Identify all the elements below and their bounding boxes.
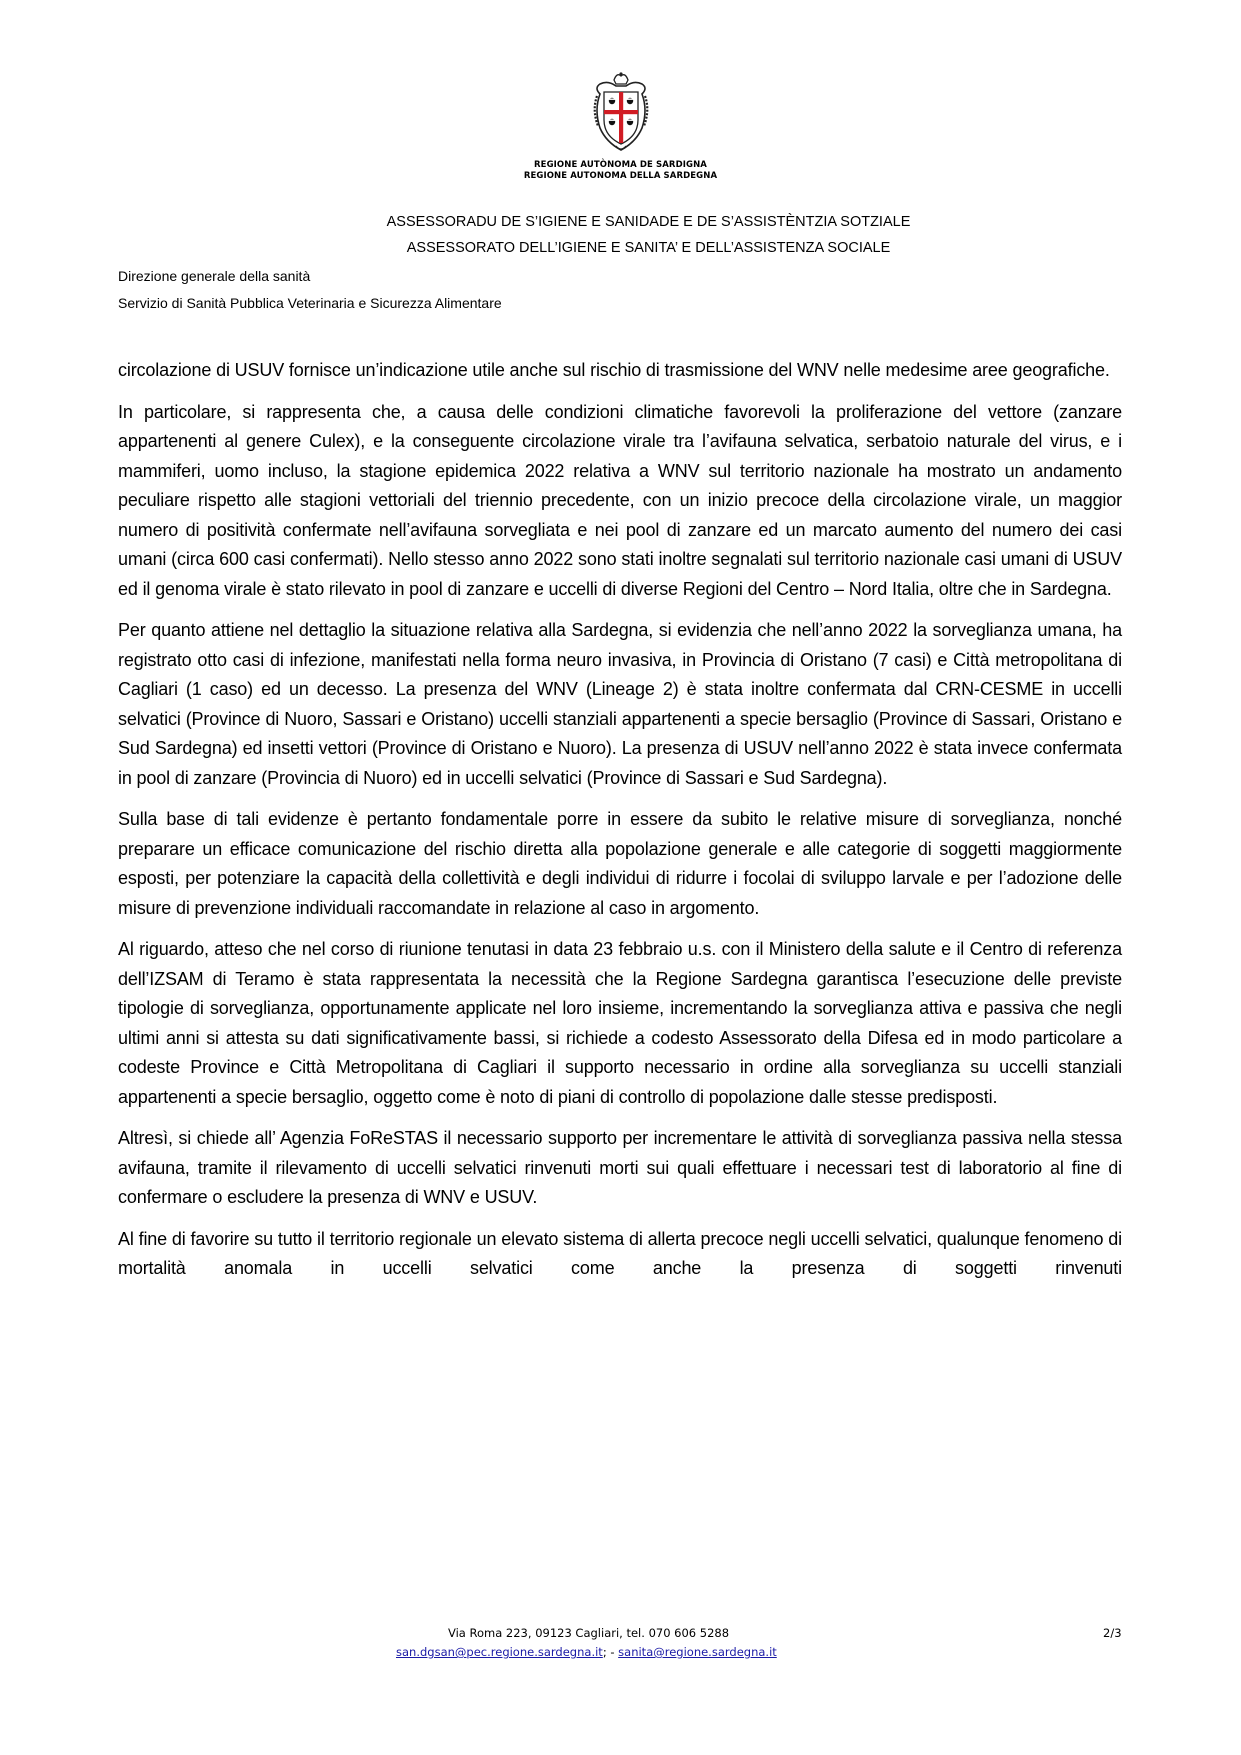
footer-address: Via Roma 223, 09123 Cagliari, tel. 070 606 5288	[448, 1626, 730, 1640]
logo-container	[0, 70, 1241, 159]
page-number: 2/3	[1103, 1626, 1122, 1640]
paragraph: In particolare, si rappresenta che, a causa delle condizioni climatiche favorevoli la proliferazione del vettore (zanzare appartenenti al genere Culex), e la conseguente circolazione virale tra l’avifauna selvatica, serbatoio naturale del virus, e i mammiferi, uomo incluso, la stagione epidemica 2022 relativa a WNV sul territorio nazionale ha mostrato un andamento peculiare rispetto alle stagioni vettoriali del triennio precedente, con un inizio precoce della circolazione virale, un maggior numero di positività confermate nell’avifauna sorvegliata e nei pool di zanzare ed un marcato aumento del numero dei casi umani (circa 600 casi confermati). Nello stesso anno 2022 sono stati inoltre segnalati sul territorio nazionale casi umani di USUV ed il genoma virale è stato rilevato in pool di zanzare e uccelli di diverse Regioni del Centro – Nord Italia, oltre che in Sardegna.	[118, 401, 1122, 599]
document-body	[118, 356, 1122, 1296]
region-names	[0, 160, 1241, 182]
paragraph: circolazione di USUV fornisce un’indicazione utile anche sul rischio di trasmissione del WNV nelle medesime aree geografiche.	[118, 360, 1110, 380]
paragraph: Per quanto attiene nel dettaglio la situazione relativa alla Sardegna, si evidenzia che nell’anno 2022 la sorveglianza umana, ha registrato otto casi di infezione, manifestati nella forma neuro invasiva, in Provincia di Oristano (7 casi) e Città metropolitana di Cagliari (1 caso) ed un decesso. La presenza del WNV (Lineage 2) è stata inoltre confermata dal CRN-CESME in uccelli selvatici (Province di Nuoro, Sassari e Oristano) uccelli stanziali appartenenti a specie bersaglio (Province di Sassari, Oristano e Sud Sardegna) ed insetti vettori (Province di Oristano e Nuoro). La presenza di USUV nell’anno 2022 è stata invece confermata in pool di zanzare (Provincia di Nuoro) ed in uccelli selvatici (Province di Sassari e Sud Sardegna).	[118, 620, 1122, 788]
email-general-link[interactable]: sanita@regione.sardegna.it	[618, 1645, 777, 1659]
paragraph: Al riguardo, atteso che nel corso di riunione tenutasi in data 23 febbraio u.s. con il Ministero della salute e il Centro di referenza dell’IZSAM di Teramo è stata rappresentata la necessità che la Regione Sardegna garantisca l’esecuzione delle previste tipologie di sorveglianza, opportunamente applicate nel loro insieme, incrementando la sorveglianza attiva e passiva che negli ultimi anni si attesta su dati significativamente bassi, si richiede a codesto Assessorato della Difesa ed in modo particolare a codeste Province e Città Metropolitana di Cagliari il supporto necessario in ordine alla sorveglianza su uccelli stanziali appartenenti a specie bersaglio, oggetto come è noto di piani di controllo di popolazione dalle stesse predisposti.	[118, 939, 1122, 1107]
assessorato-sardinian: ASSESSORADU DE S’IGIENE E SANIDADE E DE S’ASSISTÈNTZIA SOTZIALE	[386, 214, 911, 230]
paragraph: Sulla base di tali evidenze è pertanto fondamentale porre in essere da subito le relative misure di sorveglianza, nonché preparare un efficace comunicazione del rischio diretta alla popolazione generale e alle categorie di soggetti maggiormente esposti, per potenziare la capacità della collettività e degli individui di ridurre i focolai di sviluppo larvale e per l’adozione delle misure di prevenzione individuali raccomandate in relazione al caso in argomento.	[118, 809, 1122, 918]
email-separator: ; -	[602, 1645, 619, 1659]
servizio-name: Servizio di Sanità Pubblica Veterinaria e Sicurezza Alimentare	[118, 295, 502, 311]
email-pec-link[interactable]: san.dgsan@pec.regione.sardegna.it	[396, 1645, 603, 1659]
direzione-generale: Direzione generale della sanità	[118, 268, 311, 284]
region-name-italian: REGIONE AUTONOMA DELLA SARDEGNA	[523, 171, 718, 181]
paragraph: Altresì, si chiede all’ Agenzia FoReSTAS il necessario supporto per incrementare le attività di sorveglianza passiva nella stessa avifauna, tramite il rilevamento di uccelli selvatici rinvenuti morti sui quali effettuare i necessari test di laboratorio al fine di confermare o escludere la presenza di WNV e USUV.	[118, 1128, 1122, 1207]
sardinia-coat-of-arms-icon	[590, 70, 652, 154]
footer-emails	[396, 1645, 777, 1659]
paragraph: Al fine di favorire su tutto il territorio regionale un elevato sistema di allerta precoce negli uccelli selvatici, qualunque fenomeno di mortalità anomala in uccelli selvatici come anche la presenza di soggetti rinvenuti	[118, 1228, 1122, 1278]
region-name-sardinian: REGIONE AUTÒNOMA DE SARDIGNA	[534, 160, 707, 170]
assessorato-italian: ASSESSORATO DELL’IGIENE E SANITA’ E DELL’ASSISTENZA SOCIALE	[406, 240, 891, 256]
